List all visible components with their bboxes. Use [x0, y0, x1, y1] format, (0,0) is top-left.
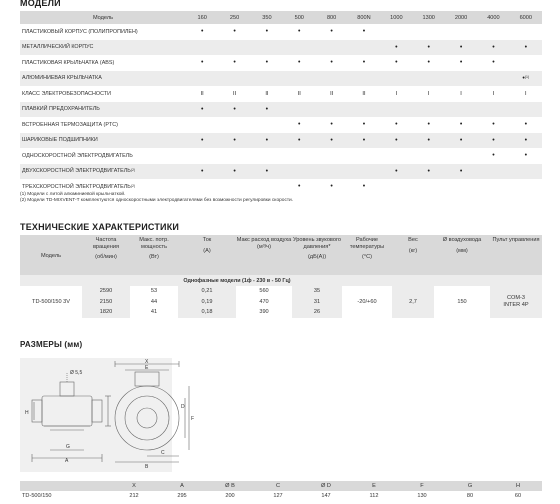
models-cell	[186, 117, 218, 133]
models-cell	[445, 71, 477, 87]
models-cell	[283, 40, 315, 56]
models-cell	[380, 71, 412, 87]
tech-subheader: Однофазные модели (1ф - 230 в - 50 Гц)	[82, 275, 392, 286]
models-cell: •	[413, 40, 445, 56]
models-col-10: 6000	[510, 11, 542, 24]
models-header-label: Модель	[20, 11, 186, 24]
tech-control: COM-3 INTER 4P	[490, 286, 542, 318]
models-cell: •	[251, 133, 283, 149]
models-row-label: ДВУХСКОРОСТНОЙ ЭЛЕКТРОДВИГАТЕЛЬ$^{(2)}$	[20, 164, 186, 180]
models-row	[20, 148, 542, 164]
models-cell: •	[510, 40, 542, 56]
svg-text:G: G	[66, 444, 70, 450]
models-row	[20, 24, 542, 40]
models-cell	[218, 148, 250, 164]
models-cell: •	[251, 102, 283, 118]
models-row	[20, 55, 542, 71]
models-cell	[283, 148, 315, 164]
models-row-label: ПЛАВКИЙ ПРЕДОХРАНИТЕЛЬ	[20, 102, 186, 118]
models-col-8: 2000	[445, 11, 477, 24]
tech-row-3: 1820 41 0,18 390 26	[20, 307, 542, 318]
models-cell: •	[218, 102, 250, 118]
tech-header-0: Модель	[20, 235, 82, 275]
models-col-2: 350	[251, 11, 283, 24]
dims-cell-4: 127	[273, 493, 283, 499]
dims-cell-9: 60	[514, 493, 522, 499]
models-cell	[348, 164, 380, 180]
models-title: МОДЕЛИ	[20, 0, 61, 8]
models-cell: •	[445, 40, 477, 56]
models-cell	[477, 24, 509, 40]
models-cell: II	[265, 90, 269, 97]
dims-cell-6: 112	[369, 493, 379, 499]
dims-header-9: H	[494, 481, 542, 491]
models-cell: •	[362, 121, 366, 129]
models-cell	[413, 102, 445, 118]
dims-cell-8: 80	[466, 493, 474, 499]
models-cell	[413, 24, 445, 40]
models-cell: •	[186, 133, 218, 149]
dims-cell-3: 200	[225, 493, 235, 499]
models-cell: •	[492, 121, 495, 129]
models-cell: •	[251, 164, 283, 180]
models-cell: •	[218, 133, 250, 149]
models-cell: •	[492, 59, 495, 67]
models-row-label: АЛЮМИНИЕВАЯ КРЫЛЬЧАТКА	[20, 71, 186, 87]
models-cell	[413, 148, 445, 164]
models-cell	[510, 102, 542, 118]
models-row	[20, 102, 542, 118]
svg-text:D: D	[181, 404, 185, 410]
tech-header-8: Ø воздуховода (мм)	[434, 235, 490, 275]
models-row-label: ПЛАСТИКОВАЯ КРЫЛЬЧАТКА (ABS)	[22, 59, 115, 66]
models-cell: •	[330, 121, 333, 129]
dims-header-5: Ø D	[302, 481, 350, 491]
models-row-label: ПЛАСТИКОВЫЙ КОРПУС (ПОЛИПРОПИЛЕН)	[22, 28, 138, 35]
models-cell: •	[492, 152, 495, 160]
dims-header-4: C	[254, 481, 302, 491]
models-cell: •	[459, 59, 463, 67]
models-cell	[510, 179, 542, 195]
dims-header-6: E	[350, 481, 398, 491]
models-cell: •$^{(1)}$	[510, 71, 542, 87]
models-col-6: 1000	[380, 11, 412, 24]
models-cell	[445, 102, 477, 118]
models-cell	[315, 164, 347, 180]
models-row-label: ВСТРОЕННАЯ ТЕРМОЗАЩИТА (PTC)	[22, 121, 118, 128]
models-cell	[380, 24, 412, 40]
models-cell: •	[362, 59, 366, 67]
models-cell: •	[362, 183, 366, 191]
models-cell: •	[380, 40, 412, 56]
models-cell: •	[200, 28, 204, 36]
models-cell	[348, 148, 380, 164]
models-cell: •	[427, 59, 430, 67]
models-cell	[510, 164, 542, 180]
models-cell	[348, 71, 380, 87]
models-cell	[477, 71, 509, 87]
models-cell: I	[525, 90, 527, 97]
models-cell	[380, 102, 412, 118]
svg-text:B: B	[145, 464, 149, 470]
models-cell	[186, 71, 218, 87]
svg-text:F: F	[191, 416, 195, 422]
models-cell	[477, 179, 509, 195]
svg-text:H: H	[25, 410, 29, 416]
dims-header-3: Ø B	[206, 481, 254, 491]
models-row-label: ОДНОСКОРОСТНОЙ ЭЛЕКТРОДВИГАТЕЛЬ	[22, 152, 133, 159]
models-cell: •	[298, 59, 301, 67]
tech-model: TD-500/150 3V	[32, 298, 70, 305]
models-col-4: 800	[315, 11, 347, 24]
models-cell	[315, 71, 347, 87]
models-col-9: 4000	[477, 11, 509, 24]
models-cell: •	[265, 59, 269, 67]
dims-title: РАЗМЕРЫ (мм)	[20, 340, 83, 349]
tech-header-3: Ток (А)	[178, 235, 236, 275]
models-row	[20, 40, 542, 56]
models-cell	[413, 179, 445, 195]
dims-table	[20, 481, 542, 501]
models-table	[20, 11, 542, 195]
models-cell	[315, 102, 347, 118]
models-cell: •	[315, 133, 347, 149]
dims-cell-7: 130	[417, 493, 427, 499]
models-cell	[510, 24, 542, 40]
models-cell: •	[186, 102, 218, 118]
tech-header-5: Уровень звукового давления* (дБ(А))	[292, 235, 342, 275]
svg-text:X: X	[145, 359, 149, 365]
svg-text:A: A	[65, 458, 69, 464]
models-cell: •	[524, 152, 528, 160]
fan-outer-circle	[115, 386, 179, 450]
models-cell	[251, 71, 283, 87]
dims-cell-5: 147	[321, 493, 331, 499]
tech-header-row	[20, 235, 542, 275]
models-cell: I	[395, 90, 398, 97]
svg-text:E: E	[145, 365, 149, 371]
models-cell: •	[330, 28, 333, 36]
dims-cell-0: TD-500/150	[22, 493, 52, 499]
models-cell	[380, 148, 412, 164]
models-cell: •	[330, 59, 333, 67]
models-cell: •	[233, 28, 236, 36]
models-col-1: 250	[218, 11, 250, 24]
models-row	[20, 164, 542, 180]
models-cell	[477, 102, 509, 118]
footnote-2: (2) Модели TD-MIXVENT-T комплектуются односкоростными электродвигателями без возможности регулировки скорости.	[20, 198, 294, 204]
models-cell	[510, 55, 542, 71]
footnote-1: (1) Модели с литой алюминиевой крыльчаткой.	[20, 192, 126, 197]
models-cell: •	[348, 133, 380, 149]
models-cell	[251, 40, 283, 56]
tech-weight: 2,7	[392, 286, 434, 318]
tech-header-1: Частота вращения (об/мин)	[82, 235, 130, 275]
tech-temperature: -20/+60	[357, 298, 377, 305]
models-row	[20, 71, 542, 87]
tech-row-2: 2150 44 0,19 470 31	[20, 297, 542, 308]
dims-header-2: A	[158, 481, 206, 491]
dims-header-8: G	[446, 481, 494, 491]
models-cell: •	[524, 121, 528, 129]
tech-duct: 150	[457, 298, 467, 305]
models-cell: •	[200, 59, 204, 67]
models-cell: •	[362, 28, 366, 36]
models-cell: II	[330, 90, 334, 97]
models-cell	[218, 117, 250, 133]
models-cell	[186, 148, 218, 164]
models-cell: •	[298, 28, 301, 36]
models-cell: •	[445, 133, 477, 149]
models-cell: •	[459, 121, 463, 129]
dims-header-7: F	[398, 481, 446, 491]
tech-header-2: Макс. потр. мощность (Вт)	[130, 235, 178, 275]
dims-cell-2: 295	[177, 493, 187, 499]
models-cell: •	[413, 133, 445, 149]
models-row-label: МЕТАЛЛИЧЕСКИЙ КОРПУС	[20, 40, 186, 56]
models-cell: •	[233, 59, 236, 67]
models-cell: •	[413, 164, 445, 180]
models-cell: •	[298, 183, 301, 191]
tech-header-6: Рабочие температуры (°С)	[342, 235, 392, 275]
models-cell: •	[477, 133, 509, 149]
models-cell: I	[492, 90, 495, 97]
models-cell: I	[427, 90, 430, 97]
models-cell	[218, 40, 250, 56]
models-cell: •	[186, 164, 218, 180]
models-row-label: ШАРИКОВЫЕ ПОДШИПНИКИ	[20, 133, 186, 149]
models-cell: •	[218, 164, 250, 180]
models-row	[20, 86, 542, 102]
models-cell: I	[460, 90, 462, 97]
models-cell: •	[477, 40, 509, 56]
dims-header-row	[20, 481, 542, 491]
models-row-label: КЛАСС ЭЛЕКТРОБЕЗОПАСНОСТИ	[22, 90, 111, 97]
dims-data-row	[20, 491, 542, 501]
models-col-5: 800N	[348, 11, 380, 24]
fan-front-drawing	[95, 358, 199, 472]
models-cell: •	[427, 121, 430, 129]
tech-row-1: TD-500/150 3V 2590 53 0,21 560 35 -20/+60 2,7 150 COM-3 INTER 4P	[20, 286, 542, 297]
models-cell: II	[200, 90, 204, 97]
models-cell	[283, 71, 315, 87]
tech-table	[20, 235, 542, 318]
models-cell	[283, 164, 315, 180]
models-cell: •	[330, 183, 333, 191]
dims-header-1: X	[110, 481, 158, 491]
dims-cell-1: 212	[129, 493, 139, 499]
models-cell: •	[510, 133, 542, 149]
models-cell	[251, 117, 283, 133]
models-col-7: 1300	[413, 11, 445, 24]
models-cell: II	[232, 90, 237, 97]
models-cell	[218, 71, 250, 87]
models-cell	[186, 40, 218, 56]
models-cell: •	[445, 164, 477, 180]
models-header-row	[20, 11, 542, 24]
dims-header-0	[20, 481, 110, 491]
models-cell	[348, 40, 380, 56]
models-row	[20, 117, 542, 133]
models-row	[20, 133, 542, 149]
tech-header-4: Макс расход воздуха (м³/ч)	[236, 235, 292, 275]
models-cell	[445, 148, 477, 164]
models-cell	[251, 148, 283, 164]
models-cell	[380, 179, 412, 195]
models-cell	[477, 164, 509, 180]
models-cell	[315, 148, 347, 164]
tech-header-9: Пульт управления	[490, 235, 542, 275]
models-col-3: 500	[283, 11, 315, 24]
models-cell: •	[283, 133, 315, 149]
models-cell: II	[362, 90, 366, 97]
tech-title: ТЕХНИЧЕСКИЕ ХАРАКТЕРИСТИКИ	[20, 222, 180, 232]
svg-text:C: C	[161, 450, 165, 456]
models-cell: •	[395, 121, 398, 129]
models-cell: •	[380, 164, 412, 180]
models-cell: II	[297, 90, 301, 97]
models-cell: •	[380, 133, 412, 149]
models-row-label: ТРЕХСКОРОСТНОЙ ЭЛЕКТРОДВИГАТЕЛЬ$^{(2)}$	[22, 183, 136, 190]
models-cell	[445, 179, 477, 195]
tech-header-7: Вес (кг)	[392, 235, 434, 275]
hole-label: Ø 5,5	[70, 370, 83, 376]
footnotes	[20, 192, 293, 205]
models-col-0: 160	[186, 11, 218, 24]
models-cell	[445, 24, 477, 40]
models-cell: •	[265, 28, 269, 36]
tech-subheader-row	[20, 275, 542, 286]
models-cell	[413, 71, 445, 87]
models-cell: •	[298, 121, 301, 129]
models-cell	[315, 40, 347, 56]
models-cell	[348, 102, 380, 118]
models-cell	[283, 102, 315, 118]
models-cell: •	[395, 59, 398, 67]
